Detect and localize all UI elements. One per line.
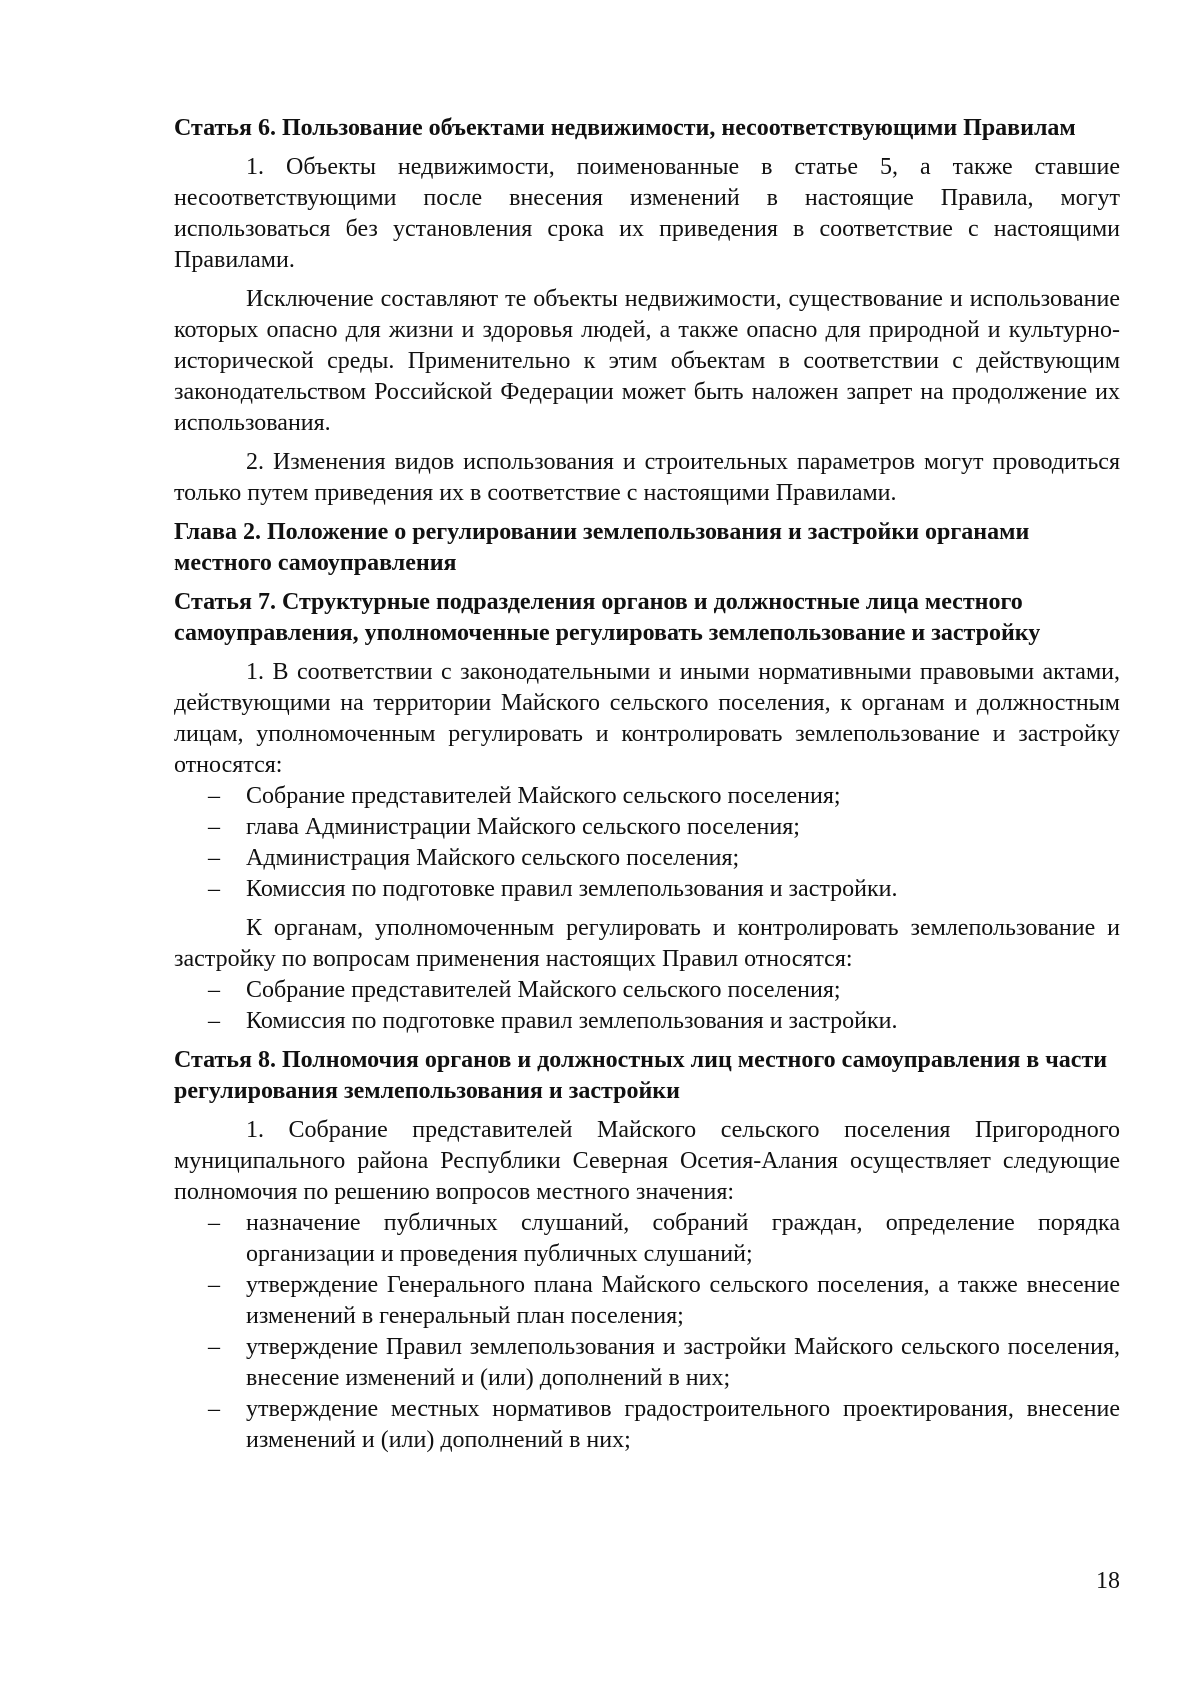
document-page [174,113,1120,1464]
dash-bullet: – [208,1008,220,1034]
article-6-title: Статья 6. Пользование объектами недвижимости, несоответствующими Правилам [174,115,1076,141]
dash-bullet: – [208,1334,220,1360]
article-7-list-1 [174,781,1120,905]
article-7-title: Статья 7. Структурные подразделения органов и должностные лица местного самоуправления, уполномоченные регулировать землепользование и застройку [174,589,1041,646]
list-item [174,1270,1120,1332]
article-8-list [174,1208,1120,1456]
article-6-paragraph-3: 2. Изменения видов использования и строительных параметров могут проводиться только путем приведения их в соответствие с настоящими Правилами. [174,449,1120,506]
dash-bullet: – [208,845,220,871]
article-6-paragraph-1: 1. Объекты недвижимости, поименованные в статье 5, а также ставшие несоответствующими после внесения изменений в настоящие Правила, могут использоваться без установления срока их приведения в соответствие с настоящими Правилами. [174,154,1120,273]
article-7-paragraph-2: К органам, уполномоченным регулировать и контролировать землепользование и застройку по вопросам применения настоящих Правил относятся: [174,915,1120,972]
list-item [174,812,1120,843]
dash-bullet: – [208,1210,220,1236]
dash-bullet: – [208,814,220,840]
list-item [174,1006,1120,1037]
article-7-list-2 [174,975,1120,1037]
list-item [174,1332,1120,1394]
page-number: 18 [1096,1568,1120,1594]
list-item-text: Комиссия по подготовке правил землепользования и застройки. [246,876,898,902]
dash-bullet: – [208,876,220,902]
list-item [174,874,1120,905]
list-item [174,781,1120,812]
list-item [174,1394,1120,1456]
dash-bullet: – [208,1272,220,1298]
article-6-paragraph-2: Исключение составляют те объекты недвижимости, существование и использование которых опасно для жизни и здоровья людей, а также опасно для природной и культурно-исторической среды. Применительно к этим объектам в соответствии с действующим законодательством Российской Федерации может быть наложен запрет на продолжение их использования. [174,286,1120,436]
list-item-text: Собрание представителей Майского сельского поселения; [246,977,841,1003]
list-item-text: глава Администрации Майского сельского поселения; [246,814,800,840]
dash-bullet: – [208,977,220,1003]
list-item-text: назначение публичных слушаний, собраний граждан, определение порядка организации и проведения публичных слушаний; [246,1210,1120,1267]
list-item-text: Собрание представителей Майского сельского поселения; [246,783,841,809]
list-item-text: утверждение местных нормативов градостроительного проектирования, внесение изменений и (или) дополнений в них; [246,1396,1120,1453]
list-item-text: утверждение Генерального плана Майского сельского поселения, а также внесение изменений в генеральный план поселения; [246,1272,1120,1329]
dash-bullet: – [208,783,220,809]
chapter-2-title: Глава 2. Положение о регулировании землепользования и застройки органами местного самоуправления [174,519,1030,576]
article-7-paragraph-1: 1. В соответствии с законодательными и иными нормативными правовыми актами, действующими на территории Майского сельского поселения, к органам и должностным лицам, уполномоченным регулировать и контролировать землепользование и застройку относятся: [174,659,1120,778]
list-item-text: Комиссия по подготовке правил землепользования и застройки. [246,1008,898,1034]
dash-bullet: – [208,1396,220,1422]
article-8-paragraph-1: 1. Собрание представителей Майского сельского поселения Пригородного муниципального района Республики Северная Осетия-Алания осуществляет следующие полномочия по решению вопросов местного значения: [174,1117,1120,1205]
article-8-title: Статья 8. Полномочия органов и должностных лиц местного самоуправления в части регулирования землепользования и застройки [174,1047,1108,1104]
list-item-text: Администрация Майского сельского поселения; [246,845,740,871]
list-item [174,1208,1120,1270]
list-item [174,843,1120,874]
list-item-text: утверждение Правил землепользования и застройки Майского сельского поселения, внесение изменений и (или) дополнений в них; [246,1334,1120,1391]
list-item [174,975,1120,1006]
